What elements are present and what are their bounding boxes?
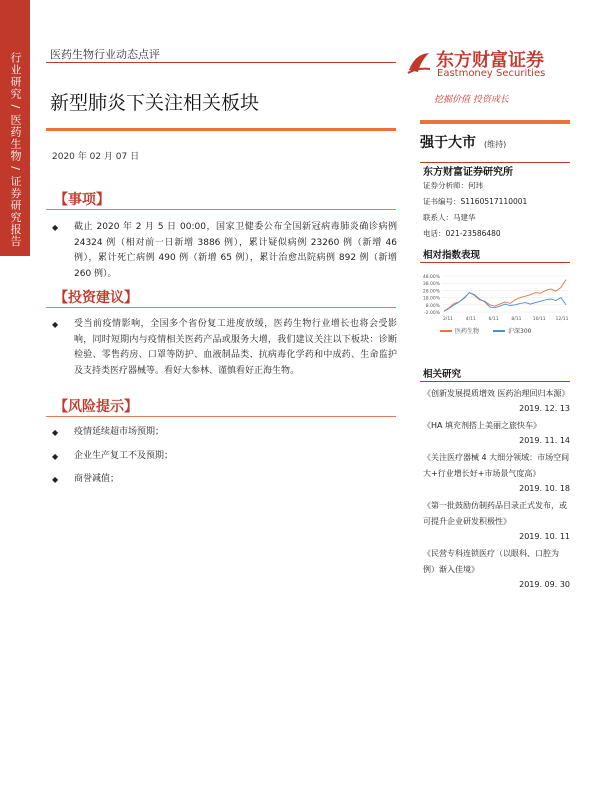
bullet-item [52, 425, 397, 441]
logo-mark-icon [406, 50, 432, 76]
diamond-bullet-icon: ◆ [52, 320, 59, 329]
report-type: 医药生物行业动态点评 [50, 48, 160, 61]
contact-list [423, 178, 573, 242]
related-item-title: 《创新发展提质增效 医药治理回归本源》 [423, 389, 570, 398]
related-item[interactable] [423, 450, 570, 495]
related-item[interactable] [423, 418, 570, 447]
rating-box [420, 120, 570, 163]
related-item-date: 2019. 11. 14 [519, 436, 570, 445]
diamond-bullet-icon: ◆ [52, 428, 59, 437]
chart-legend [440, 326, 531, 335]
brand-slogan: 挖掘价值 投资成长 [434, 95, 509, 105]
brand-logo [406, 44, 556, 84]
related-item-title: 《第一批鼓励仿制药品目录正式发布，或可提升企业研发积极性》 [423, 501, 567, 526]
rating-top-divider [420, 120, 570, 124]
related-item-title: 《HA 填充剂搭上美丽之旅快车》 [423, 421, 542, 430]
x-tick-label: 4/11 [465, 317, 476, 322]
related-item[interactable] [423, 546, 570, 591]
related-item[interactable] [423, 498, 570, 543]
x-tick-label: 12/11 [555, 317, 569, 322]
rating-status: (维持) [484, 140, 507, 149]
institute-name: 东方财富证券研究所 [423, 167, 513, 178]
legend-swatch-pharma [440, 330, 452, 332]
section-heading-advice: 【投资建议】 [54, 290, 138, 306]
certificate-number: 证书编号：S1160517110001 [423, 197, 528, 206]
contact-person: 联系人：马建华 [423, 213, 476, 222]
advice-bullets [52, 317, 397, 379]
index-section-title: 相对指数表现 [423, 250, 481, 261]
section-heading-risk: 【风险提示】 [54, 399, 138, 415]
legend-item-pharma [440, 326, 479, 335]
bullet-item [52, 317, 397, 379]
bullet-text: 商誉减值； [74, 474, 120, 484]
related-section-title: 相关研究 [423, 369, 462, 380]
header-divider [46, 62, 396, 63]
series-line-pharma [444, 280, 566, 312]
diamond-bullet-icon: ◆ [52, 223, 59, 232]
logo-name-en: Eastmoney Securities [437, 68, 546, 79]
y-tick-label: 28.00% [422, 289, 440, 295]
related-item-title: 《关注医疗器械 4 大细分领域：市场空间大+行业增长好+市场景气度高》 [423, 453, 570, 478]
bullet-text: 截止 2020 年 2 月 5 日 00:00，国家卫健委公布全国新冠病毒肺炎确诊病例 24324 例（相对前一日新增 3886 例），累计疑似病例 23260 例（新增 46 例），累计死亡病例 490 例（新增 65 例），累计治愈出院病例 892 例（新增 260 例）。 [74, 222, 397, 279]
related-item-date: 2019. 10. 18 [519, 484, 570, 493]
y-tick-label: 38.00% [422, 282, 440, 288]
section-divider [46, 209, 396, 210]
section-divider [46, 307, 396, 308]
legend-label-pharma: 医药生物 [455, 328, 480, 335]
legend-item-hs300 [493, 326, 531, 335]
y-tick-label: 48.00% [422, 275, 440, 280]
related-item-title: 《民营专科连锁医疗（以眼科、口腔为例）渐入佳境》 [423, 549, 559, 574]
x-tick-label: 6/11 [488, 317, 499, 322]
bullet-text: 疫情延续超市场预期； [74, 427, 165, 437]
report-date: 2020 年 02 月 07 日 [52, 152, 140, 162]
diamond-bullet-icon: ◆ [52, 451, 59, 461]
x-tick-label: 2/11 [442, 317, 454, 322]
risk-bullets [52, 425, 397, 488]
legend-label-hs300: 沪深300 [508, 328, 532, 335]
contact-phone: 电话：021-23586480 [423, 229, 501, 238]
bullet-item [52, 472, 397, 488]
legend-swatch-hs300 [493, 330, 505, 332]
bullet-text: 企业生产复工不及预期； [74, 450, 174, 461]
event-bullets [52, 220, 397, 282]
side-bar [0, 0, 30, 256]
rating-value: 强于大市 [420, 135, 476, 151]
y-tick-label: -2.00% [424, 311, 440, 316]
rating-row [420, 132, 570, 152]
analyst-name: 证券分析师：何玮 [423, 181, 483, 190]
related-item-date: 2019. 10. 11 [519, 532, 570, 541]
related-item[interactable] [423, 386, 570, 415]
y-tick-label: 18.00% [422, 296, 440, 302]
sidebar-label: 行业研究 / 医药生物 / 证券研究报告 [9, 52, 22, 248]
bullet-item [52, 449, 397, 465]
related-list [423, 386, 570, 594]
index-divider [420, 262, 570, 263]
related-item-date: 2019. 12. 13 [519, 404, 570, 413]
related-item-date: 2019. 09. 30 [519, 580, 570, 589]
section-divider [46, 416, 396, 417]
page-title: 新型肺炎下关注相关板块 [50, 92, 260, 114]
bullet-item [52, 220, 397, 282]
title-divider [46, 128, 396, 131]
logo-name-cn: 东方财富证券 [436, 50, 544, 71]
bullet-text: 受当前疫情影响，全国多个省份复工进度放缓，医药生物行业增长也将会受影响，同时短期内与疫情相关医药产品或服务大增，我们建议关注以下板块：诊断检验、零售药房、口罩等防护、血液制品类、抗病毒化学药和中成药、生命监护及支持类医疗器械等。看好大参林、谨慎看好正海生物。 [74, 319, 397, 376]
x-tick-label: 8/11 [511, 317, 522, 322]
y-tick-label: 8.00% [425, 303, 440, 309]
x-tick-label: 10/11 [532, 317, 546, 322]
section-heading-event: 【事项】 [54, 192, 110, 208]
related-divider [420, 381, 570, 382]
diamond-bullet-icon: ◆ [52, 475, 59, 484]
